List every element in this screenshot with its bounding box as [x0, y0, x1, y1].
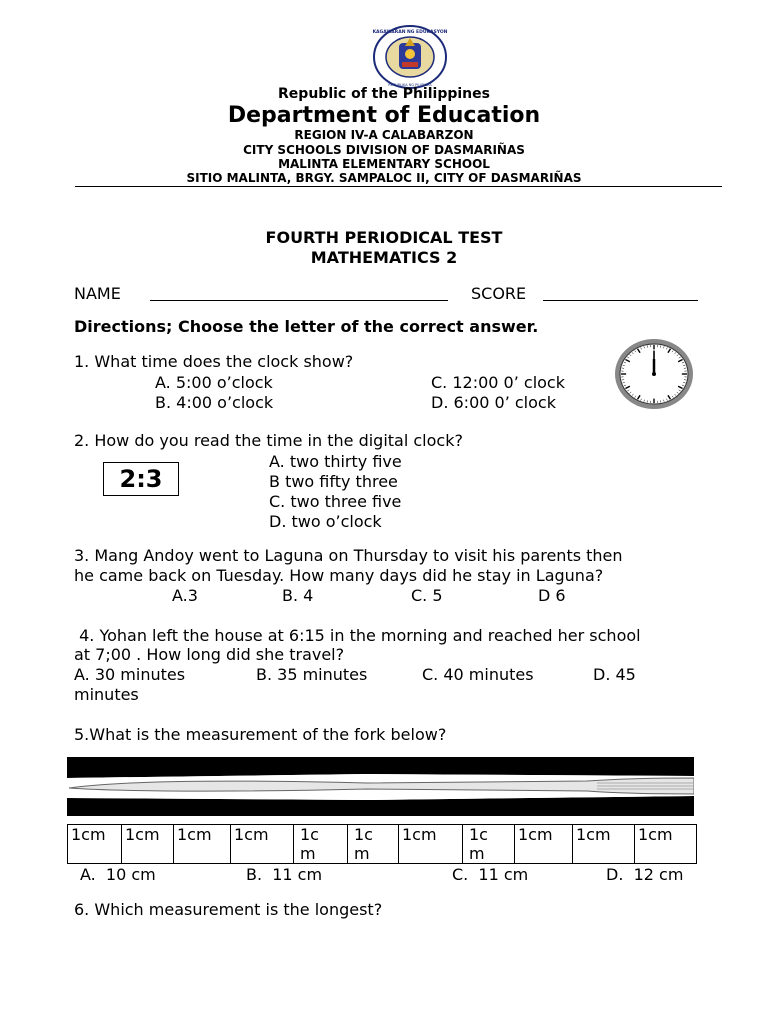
- score-field-line[interactable]: [543, 300, 698, 301]
- q4-option-c: C. 40 minutes: [422, 665, 534, 684]
- q3-option-d: D 6: [538, 586, 566, 605]
- school-line: MALINTA ELEMENTARY SCHOOL: [278, 157, 490, 171]
- q4-option-d: D. 45: [593, 665, 636, 684]
- q3-question-line1: 3. Mang Andoy went to Laguna on Thursday to visit his parents then: [74, 546, 623, 565]
- ruler-cell: 1cm: [231, 825, 294, 864]
- test-subject: MATHEMATICS 2: [310, 248, 458, 267]
- digital-clock-display: 2:3: [103, 462, 179, 496]
- deped-seal-icon: [372, 24, 448, 90]
- q3-option-b: B. 4: [282, 586, 314, 605]
- q1-option-a: A. 5:00 o’clock: [155, 373, 273, 392]
- q5-question: 5.What is the measurement of the fork below?: [74, 725, 447, 744]
- ruler-cell: 1cm: [463, 825, 515, 864]
- seal-text-bottom: REPUBLIKA NG PILIPINAS: [388, 83, 432, 87]
- ruler-cell: 1cm: [399, 825, 463, 864]
- test-title: FOURTH PERIODICAL TEST: [265, 228, 503, 247]
- address-line: SITIO MALINTA, BRGY. SAMPALOC II, CITY OF DASMARIÑAS: [186, 171, 582, 185]
- ruler-cell: 1cm: [515, 825, 573, 864]
- directions: Directions; Choose the letter of the correct answer.: [74, 317, 539, 336]
- ruler-cell: 1cm: [294, 825, 348, 864]
- ruler-cell: 1cm: [348, 825, 399, 864]
- region-line: REGION IV-A CALABARZON: [294, 128, 474, 142]
- ruler-cell: 1cm: [635, 825, 697, 864]
- name-label: NAME: [74, 284, 121, 303]
- q4-option-b: B. 35 minutes: [256, 665, 368, 684]
- q4-question-line2: at 7;00 . How long did she travel?: [74, 645, 345, 664]
- ruler-cell: 1cm: [122, 825, 174, 864]
- q6-question: 6. Which measurement is the longest?: [74, 900, 383, 919]
- ruler-cell: 1cm: [68, 825, 122, 864]
- q5-option-c: C. 11 cm: [452, 865, 529, 884]
- q1-option-d: D. 6:00 0’ clock: [431, 393, 556, 412]
- seal-text: KAGAWARAN NG EDUKASYON: [372, 30, 448, 35]
- analog-clock-icon: [613, 337, 695, 411]
- name-field-line[interactable]: [150, 300, 448, 301]
- q4-option-d-continued: minutes: [74, 685, 139, 704]
- ruler-cell: 1cm: [174, 825, 231, 864]
- q3-option-c: C. 5: [411, 586, 443, 605]
- republic-line: Republic of the Philippines: [278, 86, 490, 102]
- ruler-cell: 1cm: [573, 825, 635, 864]
- score-label: SCORE: [471, 284, 527, 303]
- q1-option-b: B. 4:00 o’clock: [155, 393, 274, 412]
- q4-question-line1: 4. Yohan left the house at 6:15 in the morning and reached her school: [74, 626, 641, 645]
- department-title: Department of Education: [227, 103, 541, 128]
- q2-option-d: D. two o’clock: [269, 512, 382, 531]
- q5-option-b: B. 11 cm: [246, 865, 323, 884]
- q5-option-a: A. 10 cm: [80, 865, 156, 884]
- q2-option-c: C. two three five: [269, 492, 402, 511]
- q1-option-c: C. 12:00 0’ clock: [431, 373, 565, 392]
- q3-question-line2: he came back on Tuesday. How many days did he stay in Laguna?: [74, 566, 604, 585]
- division-line: CITY SCHOOLS DIVISION OF DASMARIÑAS: [243, 143, 525, 157]
- q2-option-b: B two fifty three: [269, 472, 398, 491]
- q4-option-a: A. 30 minutes: [74, 665, 186, 684]
- q2-option-a: A. two thirty five: [269, 452, 402, 471]
- q5-option-d: D. 12 cm: [606, 865, 684, 884]
- q2-question: 2. How do you read the time in the digital clock?: [74, 431, 463, 450]
- header-divider: [75, 186, 722, 187]
- fork-image: [67, 754, 694, 818]
- ruler-table: [67, 824, 697, 864]
- q3-option-a: A.3: [172, 586, 198, 605]
- q1-question: 1. What time does the clock show?: [74, 352, 354, 371]
